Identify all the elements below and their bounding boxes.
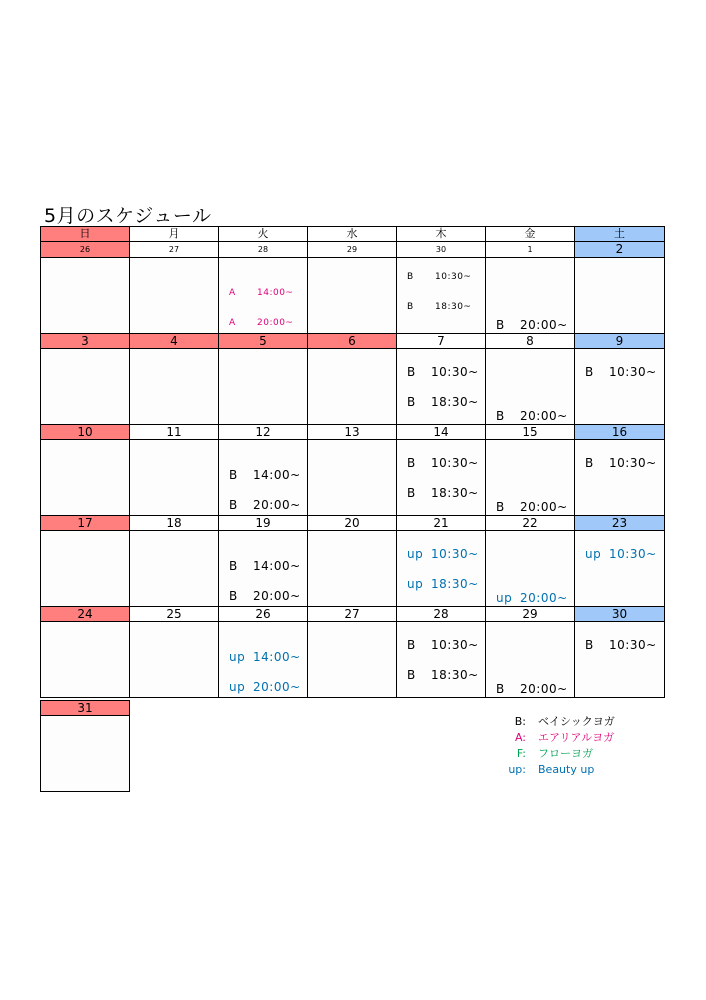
class-time: 18:30~ [431,486,479,500]
day-body [41,258,130,334]
date-row [41,516,665,531]
class-code: B [407,272,414,282]
date-cell: 18 [130,516,219,531]
date-cell: 3 [41,334,130,349]
date-cell: 8 [486,334,575,349]
class-code: B [585,365,594,379]
class-time: 14:00~ [253,650,301,664]
class-code: A [229,288,236,298]
class-time: 10:30~ [431,365,479,379]
date-cell: 30 [575,607,665,622]
date-cell: 4 [130,334,219,349]
date-cell: 31 [41,701,129,716]
class-time: 20:00~ [253,680,301,694]
schedule-entry [407,365,479,379]
date-cell: 7 [397,334,486,349]
date-cell: 16 [575,425,665,440]
class-time: 14:00~ [253,559,301,573]
day-body-row [41,622,665,698]
schedule-entry [229,589,301,603]
schedule-entry [585,365,657,379]
extra-day-cell [40,700,130,792]
class-code: B [407,486,416,500]
date-cell: 9 [575,334,665,349]
page-title: 5月のスケジュール [44,205,212,227]
date-cell: 29 [486,607,575,622]
legend-label: エアリアルヨガ [538,731,615,744]
date-cell: 29 [308,242,397,258]
legend-label: フローヨガ [538,747,593,760]
date-cell: 6 [308,334,397,349]
class-time: 20:00~ [520,318,568,332]
day-body [219,258,308,334]
day-body [486,531,575,607]
class-time: 10:30~ [609,547,657,561]
class-code: B [585,456,594,470]
day-body-row [41,349,665,425]
weekday-fri: 金 [486,227,575,242]
schedule-entry [585,638,657,652]
weekday-sun: 日 [41,227,130,242]
day-body [397,258,486,334]
date-cell: 24 [41,607,130,622]
schedule-entry [407,486,479,500]
legend-key: F: [516,747,526,760]
date-row [41,334,665,349]
class-code: B [407,365,416,379]
date-cell: 26 [219,607,308,622]
date-cell: 14 [397,425,486,440]
class-time: 20:00~ [253,589,301,603]
date-cell: 1 [486,242,575,258]
class-time: 20:00~ [520,500,568,514]
date-row [41,425,665,440]
class-code: A [229,318,236,328]
class-time: 20:00~ [520,682,568,696]
day-body [308,531,397,607]
class-code: up [496,591,513,605]
class-time: 20:00~ [520,591,568,605]
day-body [308,440,397,516]
date-cell: 27 [130,242,219,258]
day-body [397,349,486,425]
date-cell: 17 [41,516,130,531]
legend-item [492,714,615,730]
schedule-entry [229,468,301,482]
class-code: B [407,638,416,652]
date-cell: 23 [575,516,665,531]
class-time: 18:30~ [431,577,479,591]
schedule-entry [496,409,568,423]
day-body [41,622,130,698]
class-code: up [229,680,246,694]
schedule-entry [407,547,479,561]
legend-item [492,762,615,778]
day-body [575,258,665,334]
date-cell: 13 [308,425,397,440]
day-body [219,440,308,516]
calendar-table [40,226,665,698]
class-code: up [229,650,246,664]
class-time: 18:30~ [431,395,479,409]
class-code: B [229,468,238,482]
schedule-entry [407,638,479,652]
date-cell: 25 [130,607,219,622]
day-body [41,349,130,425]
class-code: up [407,577,424,591]
legend-key: up: [508,763,526,776]
day-body [486,622,575,698]
schedule-entry [585,547,657,561]
weekday-tue: 火 [219,227,308,242]
schedule-entry [496,500,568,514]
class-code: B [496,409,505,423]
class-time: 10:30~ [609,638,657,652]
class-time: 10:30~ [435,272,472,282]
schedule-entry [229,650,301,664]
day-body [41,531,130,607]
class-code: up [407,547,424,561]
day-body [130,349,219,425]
day-body [397,622,486,698]
date-cell: 11 [130,425,219,440]
class-time: 18:30~ [431,668,479,682]
date-row [41,242,665,258]
day-body [219,531,308,607]
schedule-entry [229,680,301,694]
schedule-entry [407,272,471,282]
legend-key: B: [514,715,526,728]
class-time: 20:00~ [520,409,568,423]
class-time: 10:30~ [609,456,657,470]
class-time: 20:00~ [253,498,301,512]
day-body [130,622,219,698]
legend-item [492,746,615,762]
day-body [486,258,575,334]
class-code: B [229,589,238,603]
legend-label: Beauty up [538,763,595,776]
class-code: B [407,395,416,409]
day-body-row [41,440,665,516]
date-cell: 2 [575,242,665,258]
schedule-entry [407,668,479,682]
date-cell: 28 [219,242,308,258]
day-body [308,349,397,425]
date-cell: 21 [397,516,486,531]
class-code: up [585,547,602,561]
class-code: B [585,638,594,652]
date-cell: 20 [308,516,397,531]
class-code: B [229,498,238,512]
date-cell: 28 [397,607,486,622]
schedule-entry [585,456,657,470]
schedule-entry [229,288,293,298]
schedule-entry [229,498,301,512]
day-body [486,349,575,425]
class-code: B [407,456,416,470]
day-body [308,258,397,334]
legend-label: ベイシックヨガ [538,715,615,728]
day-body [397,531,486,607]
class-time: 14:00~ [253,468,301,482]
date-cell: 12 [219,425,308,440]
date-cell: 22 [486,516,575,531]
weekday-thu: 木 [397,227,486,242]
schedule-entry [496,591,568,605]
day-body [486,440,575,516]
day-body [575,531,665,607]
weekday-header-row [41,227,665,242]
weekday-wed: 水 [308,227,397,242]
schedule-entry [407,456,479,470]
class-time: 20:00~ [257,318,294,328]
legend-item [492,730,615,746]
day-body [308,622,397,698]
legend [492,714,615,778]
class-code: B [496,500,505,514]
day-body [219,349,308,425]
day-body [41,440,130,516]
day-body [130,440,219,516]
date-row [41,607,665,622]
class-code: B [496,682,505,696]
class-code: B [229,559,238,573]
date-cell: 10 [41,425,130,440]
day-body [575,349,665,425]
date-cell: 27 [308,607,397,622]
day-body [219,622,308,698]
schedule-entry [407,395,479,409]
schedule-entry [407,302,471,312]
class-code: B [407,302,414,312]
date-cell: 15 [486,425,575,440]
schedule-entry [496,682,568,696]
day-body [41,716,129,791]
day-body [130,531,219,607]
class-time: 14:00~ [257,288,294,298]
day-body [575,440,665,516]
day-body-row [41,531,665,607]
class-code: B [496,318,505,332]
class-time: 10:30~ [431,638,479,652]
day-body [130,258,219,334]
day-body [575,622,665,698]
class-time: 18:30~ [435,302,472,312]
day-body [397,440,486,516]
schedule-entry [229,318,293,328]
date-cell: 26 [41,242,130,258]
day-body-row [41,258,665,334]
schedule-entry [407,577,479,591]
legend-key: A: [514,731,526,744]
weekday-mon: 月 [130,227,219,242]
date-cell: 5 [219,334,308,349]
date-cell: 19 [219,516,308,531]
class-time: 10:30~ [431,547,479,561]
schedule-entry [229,559,301,573]
class-time: 10:30~ [431,456,479,470]
date-cell: 30 [397,242,486,258]
weekday-sat: 土 [575,227,665,242]
class-time: 10:30~ [609,365,657,379]
schedule-entry [496,318,568,332]
class-code: B [407,668,416,682]
